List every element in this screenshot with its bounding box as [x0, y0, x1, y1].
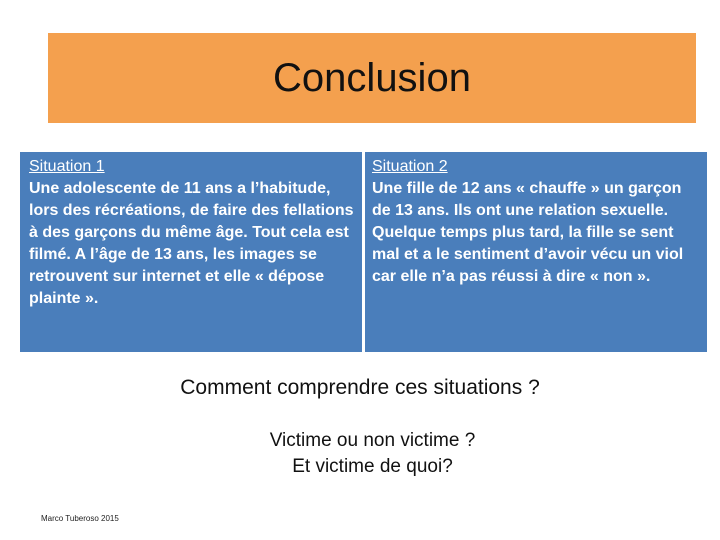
sub-questions [0, 428, 720, 480]
main-question: Comment comprendre ces situations ? [180, 376, 540, 399]
sub-question-2: Et victime de quoi? [292, 456, 453, 477]
situation-1-heading: Situation 1 [29, 158, 105, 175]
situation-2-cell [365, 152, 707, 352]
author-credit: Marco Tuberoso 2015 [41, 514, 119, 523]
situations-table [20, 152, 707, 352]
situation-2-text: Une fille de 12 ans « chauffe » un garçon de 13 ans. Ils ont une relation sexuelle. Quelque temps plus tard, la fille se sent mal et a le sentiment d’avoir vécu un viol car elle n’a pas réussi à dire « non ». [372, 180, 684, 285]
situation-1-cell [20, 152, 362, 352]
sub-question-1: Victime ou non victime ? [269, 430, 476, 451]
slide-title: Conclusion [273, 55, 471, 100]
title-banner [48, 33, 696, 123]
situation-2-heading: Situation 2 [372, 158, 448, 175]
situation-1-text: Une adolescente de 11 ans a l’habitude, lors des récréations, de faire des fellations à des garçons du même âge. Tout cela est filmé. A l’âge de 13 ans, les images se retrouvent sur internet et elle « dépose plainte ». [29, 180, 354, 307]
